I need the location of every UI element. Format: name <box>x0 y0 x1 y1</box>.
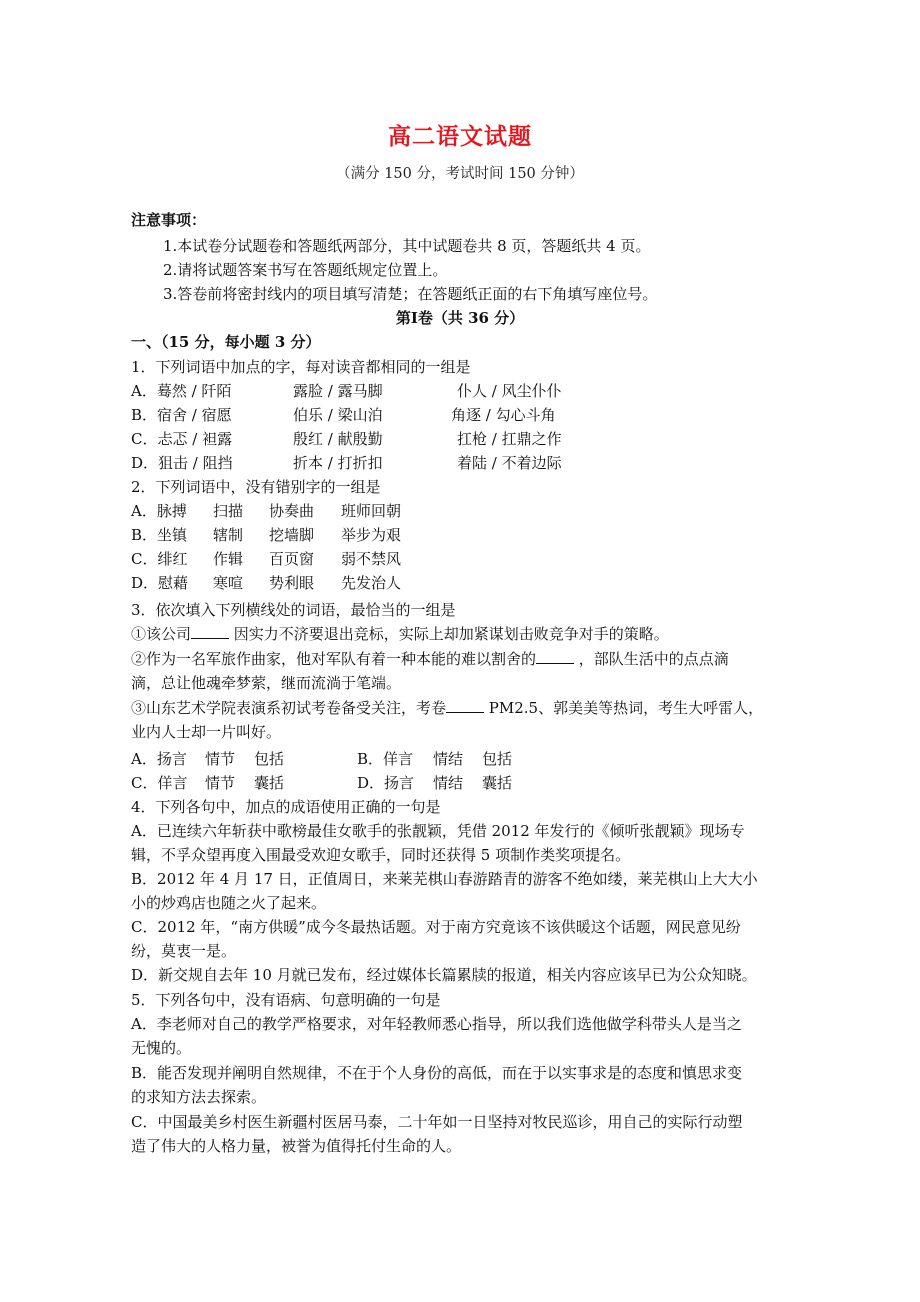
question-stem: 1．下列词语中加点的字，每对读音都相同的一组是 <box>131 358 471 376</box>
notice-item: 2.请将试题答案书写在答题纸规定位置上。 <box>163 261 448 279</box>
option-text: 先发治人 <box>341 574 402 592</box>
option-text: 寒喧 <box>213 574 244 592</box>
option-text: A．扬言 <box>131 750 187 768</box>
option-text: 弱不禁风 <box>341 550 402 568</box>
sentence-two <box>131 647 729 671</box>
option-text: 纷，莫衷一是。 <box>131 942 237 960</box>
fill-blank <box>536 649 574 664</box>
option-text: 辖制 <box>213 526 244 544</box>
question-stem: 3．依次填入下列横线处的词语，最恰当的一组是 <box>131 601 456 619</box>
option-text: B．2012 年 4 月 17 日，正值周日，来莱芜棋山春游踏青的游客不绝如缕，莱芜棋山上大大小 <box>131 870 758 888</box>
option-text: D．慰藉 <box>131 574 189 592</box>
option-text: 包括 <box>254 750 285 768</box>
option-text: A．已连续六年斩获中歌榜最佳女歌手的张靓颖，凭借 2012 年发行的《倾听张靓颖》现场专 <box>131 822 745 840</box>
option-text: C．忐忑 / 袒露 <box>131 430 233 448</box>
option-text: A．蓦然 / 阡陌 <box>131 382 232 400</box>
option-text: C．2012 年，“南方供暖”成今冬最热话题。对于南方究竟该不该供暖这个话题，网民意见纷 <box>131 918 741 936</box>
option-text: 班师回朝 <box>341 502 402 520</box>
option-text: 的求知方法去探索。 <box>131 1088 267 1106</box>
option-text: 殷红 / 献殷勤 <box>293 430 383 448</box>
sentence-one <box>131 622 669 646</box>
option-text: 囊括 <box>482 774 513 792</box>
sentence-text: 滴，总让他魂牵梦萦，继而流淌于笔端。 <box>131 674 402 692</box>
option-text: 包括 <box>482 750 513 768</box>
option-text: 挖墙脚 <box>269 526 315 544</box>
option-text: A．脉搏 <box>131 502 187 520</box>
option-text: D．新交规自去年 10 月就已发布，经过媒体长篇累牍的报道，相关内容应该早已为公众知晓。 <box>131 966 757 984</box>
option-text: 角逐 / 勾心斗角 <box>451 406 556 424</box>
option-text: 势利眼 <box>269 574 315 592</box>
option-text: 露脸 / 露马脚 <box>293 382 383 400</box>
sentence-text: ，部队生活中的点点滴 <box>574 650 729 668</box>
page-subtitle: （满分 150 分，考试时间 150 分钟） <box>336 166 584 182</box>
option-text: 折本 / 打折扣 <box>293 454 383 472</box>
page-title: 高二语文试题 <box>388 123 532 150</box>
option-text: 扫描 <box>213 502 244 520</box>
option-text: 情结 <box>433 750 464 768</box>
sentence-text: ③山东艺术学院表演系初试考卷备受关注，考卷 <box>131 699 447 717</box>
option-text: 协奏曲 <box>269 502 315 520</box>
question-stem: 5．下列各句中，没有语病、句意明确的一句是 <box>131 991 441 1009</box>
option-text: 造了伟大的人格力量，被誉为值得托付生命的人。 <box>131 1137 462 1155</box>
option-text: B．宿舍 / 宿愿 <box>131 406 232 424</box>
option-text: 情节 <box>205 774 236 792</box>
option-text: C．绯红 <box>131 550 188 568</box>
option-text: 着陆 / 不着边际 <box>457 454 562 472</box>
fill-blank <box>191 624 229 639</box>
option-text: D．狙击 / 阻挡 <box>131 454 233 472</box>
option-text: 仆人 / 风尘仆仆 <box>457 382 562 400</box>
option-text: 无愧的。 <box>131 1039 192 1057</box>
option-text: 囊括 <box>254 774 285 792</box>
question-stem: 2．下列词语中，没有错别字的一组是 <box>131 478 381 496</box>
section-title: 第Ⅰ卷（共 36 分） <box>395 309 525 327</box>
option-text: D．扬言 <box>357 774 415 792</box>
option-text: A．李老师对自己的教学严格要求，对年轻教师悉心指导，所以我们选他做学科带头人是当之 <box>131 1015 742 1033</box>
option-text: 辑，不孚众望再度入围最受欢迎女歌手，同时还获得 5 项制作类奖项提名。 <box>131 846 631 864</box>
sentence-text: 因实力不济要退出竞标，实际上却加紧谋划击败竞争对手的策略。 <box>229 625 669 643</box>
option-text: 情节 <box>205 750 236 768</box>
sentence-text: PM2.5、郭美美等热词，考生大呼雷人， <box>484 699 764 717</box>
option-text: B．能否发现并阐明自然规律，不在于个人身份的高低，而在于以实事求是的态度和慎思求变 <box>131 1064 743 1082</box>
notice-item: 3.答卷前将密封线内的项目填写清楚；在答题纸正面的右下角填写座位号。 <box>163 285 658 303</box>
sentence-text: ①该公司 <box>131 625 192 643</box>
sentence-text: ②作为一名军旅作曲家，他对军队有着一种本能的难以割舍的 <box>131 650 537 668</box>
option-text: 情结 <box>433 774 464 792</box>
option-text: 作辑 <box>213 550 244 568</box>
option-text: C．佯言 <box>131 774 188 792</box>
option-text: 扛枪 / 扛鼎之作 <box>457 430 562 448</box>
fill-blank <box>446 698 484 713</box>
part-heading: 一、（15 分，每小题 3 分） <box>131 333 321 351</box>
sentence-three <box>131 696 763 720</box>
option-text: 举步为艰 <box>341 526 402 544</box>
option-text: C．中国最美乡村医生新疆村医居马泰，二十年如一日坚持对牧民巡诊，用自己的实际行动塑 <box>131 1113 743 1131</box>
option-text: 百页窗 <box>269 550 315 568</box>
option-text: 小的炒鸡店也随之火了起来。 <box>131 894 327 912</box>
option-text: 伯乐 / 梁山泊 <box>293 406 383 424</box>
question-stem: 4．下列各句中，加点的成语使用正确的一句是 <box>131 798 441 816</box>
notice-heading: 注意事项： <box>131 211 207 229</box>
sentence-text: 业内人士却一片叫好。 <box>131 723 282 741</box>
option-text: B．坐镇 <box>131 526 188 544</box>
option-text: B．佯言 <box>357 750 414 768</box>
notice-item: 1.本试卷分试题卷和答题纸两部分，其中试题卷共 8 页，答题纸共 4 页。 <box>163 237 651 255</box>
